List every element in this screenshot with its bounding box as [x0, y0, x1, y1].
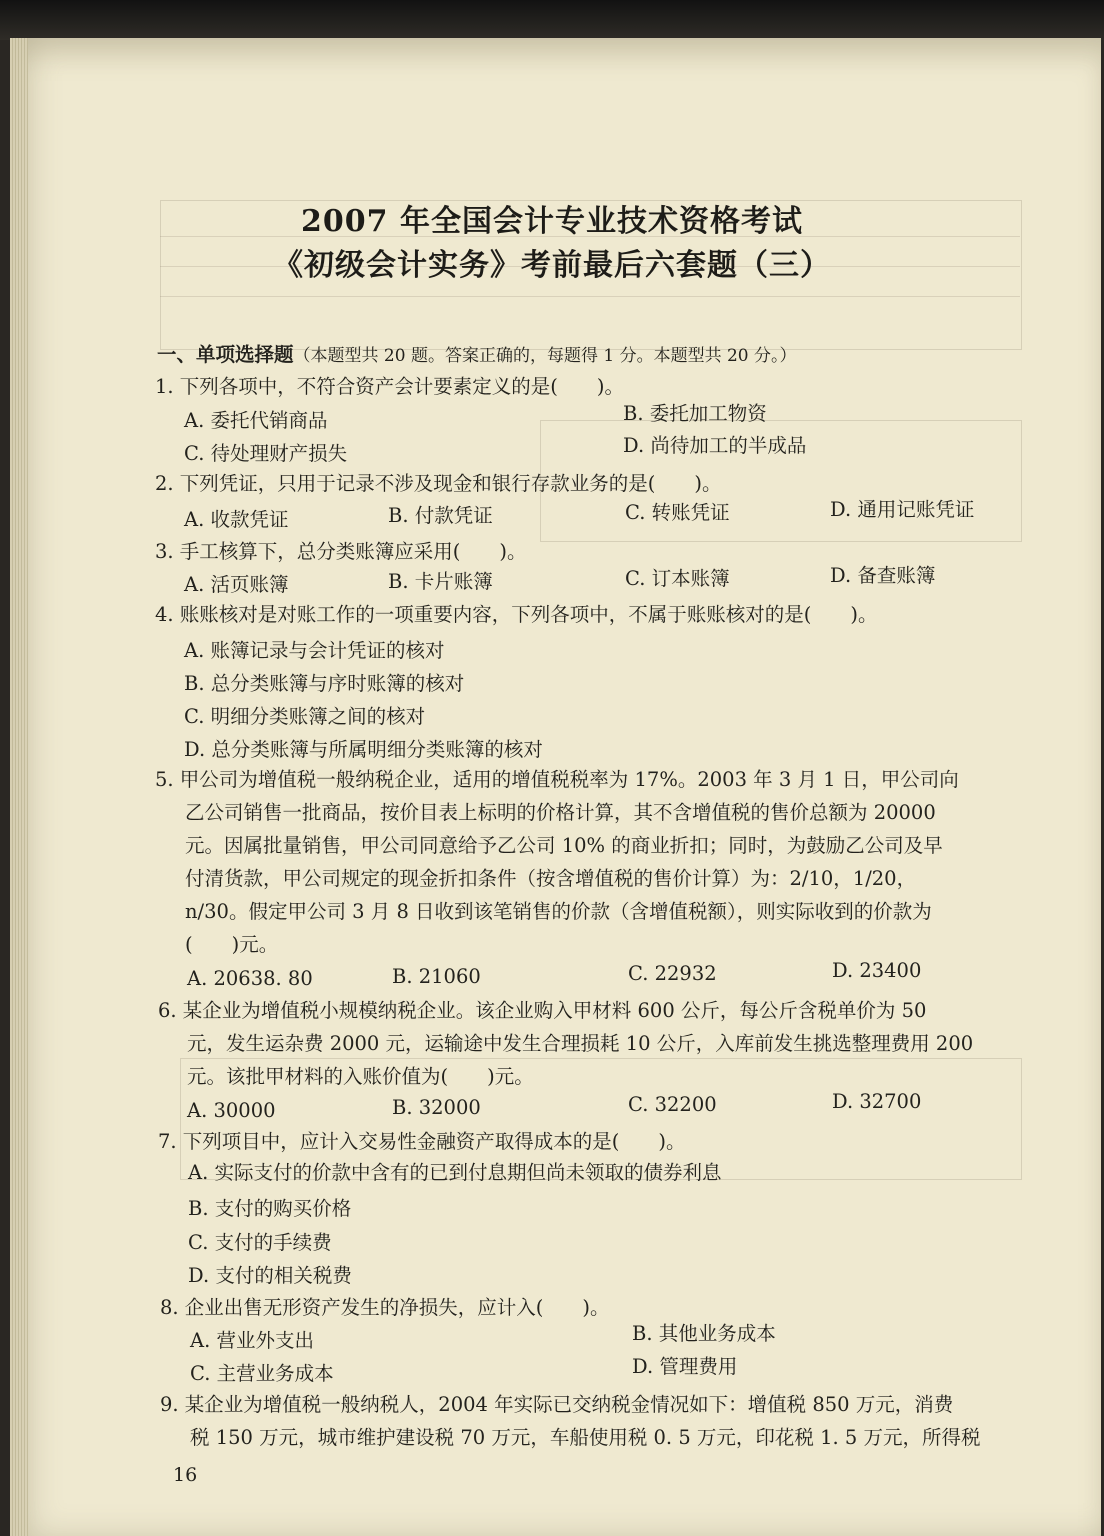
q5-option-c: C. 22932 — [628, 962, 717, 985]
q3-option-b: B. 卡片账簿 — [388, 570, 493, 593]
q2-option-c: C. 转账凭证 — [625, 501, 730, 524]
q4-option-a: A. 账簿记录与会计凭证的核对 — [184, 639, 445, 662]
q5-option-d: D. 23400 — [832, 959, 922, 982]
question-5-line4: 付清货款，甲公司规定的现金折扣条件（按含增值税的售价计算）为：2/10，1/20， — [185, 867, 917, 890]
q7-option-b: B. 支付的购买价格 — [188, 1197, 352, 1220]
section-note: （本题型共 20 题。答案正确的，每题得 1 分。本题型共 20 分。） — [293, 346, 797, 366]
q2-option-d: D. 通用记账凭证 — [830, 498, 975, 521]
question-5-line3: 元。因属批量销售，甲公司同意给予乙公司 10% 的商业折扣；同时，为鼓励乙公司及早 — [185, 834, 943, 857]
q8-option-d: D. 管理费用 — [632, 1355, 738, 1378]
question-2-stem: 2. 下列凭证，只用于记录不涉及现金和银行存款业务的是( )。 — [155, 472, 722, 495]
q8-option-c: C. 主营业务成本 — [190, 1362, 334, 1385]
question-6-line3: 元。该批甲材料的入账价值为( )元。 — [187, 1065, 534, 1088]
question-6-line1: 6. 某企业为增值税小规模纳税企业。该企业购入甲材料 600 公斤，每公斤含税单价为 50 — [158, 999, 927, 1022]
q3-option-a: A. 活页账簿 — [184, 573, 289, 596]
page-title-line2: 《初级会计实务》考前最后六套题（三） — [273, 248, 831, 283]
question-5-line2: 乙公司销售一批商品，按价目表上标明的价格计算，其不含增值税的售价总额为 20000 — [185, 801, 936, 824]
q7-option-d: D. 支付的相关税费 — [188, 1264, 352, 1287]
scan-border — [0, 0, 1104, 40]
q7-option-a: A. 实际支付的价款中含有的已到付息期但尚未领取的债券利息 — [188, 1161, 722, 1184]
q6-option-d: D. 32700 — [832, 1090, 922, 1113]
question-8-stem: 8. 企业出售无形资产发生的净损失，应计入( )。 — [160, 1296, 610, 1319]
q5-option-b: B. 21060 — [392, 965, 481, 988]
section-heading-row — [157, 342, 797, 369]
q5-option-a: A. 20638. 80 — [187, 967, 313, 990]
q4-option-c: C. 明细分类账簿之间的核对 — [184, 705, 426, 728]
q3-option-d: D. 备查账簿 — [830, 564, 936, 587]
q6-option-a: A. 30000 — [187, 1099, 276, 1122]
q1-option-a: A. 委托代销商品 — [184, 409, 328, 432]
question-4-stem: 4. 账账核对是对账工作的一项重要内容，下列各项中，不属于账账核对的是( )。 — [155, 603, 878, 626]
q8-option-b: B. 其他业务成本 — [632, 1322, 776, 1345]
question-7-stem: 7. 下列项目中，应计入交易性金融资产取得成本的是( )。 — [158, 1130, 686, 1153]
q1-option-b: B. 委托加工物资 — [623, 402, 767, 425]
q3-option-c: C. 订本账簿 — [625, 567, 730, 590]
q1-option-d: D. 尚待加工的半成品 — [623, 434, 807, 457]
question-5-line6: ( )元。 — [185, 933, 279, 956]
question-9-line2: 税 150 万元，城市维护建设税 70 万元，车船使用税 0. 5 万元，印花税 1. 5 万元，所得税 — [190, 1426, 981, 1449]
q4-option-d: D. 总分类账簿与所属明细分类账簿的核对 — [184, 738, 543, 761]
page-title-line1: 2007 年全国会计专业技术资格考试 — [301, 204, 803, 239]
section-heading: 一、单项选择题 — [157, 343, 294, 366]
q4-option-b: B. 总分类账簿与序时账簿的核对 — [184, 672, 465, 695]
q1-option-c: C. 待处理财产损失 — [184, 442, 348, 465]
question-3-stem: 3. 手工核算下，总分类账簿应采用( )。 — [155, 540, 527, 563]
q7-option-c: C. 支付的手续费 — [188, 1231, 332, 1254]
question-5-line1: 5. 甲公司为增值税一般纳税企业，适用的增值税税率为 17%。2003 年 3 月 1 日，甲公司向 — [155, 768, 959, 791]
question-6-line2: 元，发生运杂费 2000 元，运输途中发生合理损耗 10 公斤，入库前发生挑选整理费用 200 — [187, 1032, 974, 1055]
q6-option-b: B. 32000 — [392, 1096, 481, 1119]
q2-option-b: B. 付款凭证 — [388, 504, 493, 527]
page-number: 16 — [173, 1464, 198, 1486]
question-5-line5: n/30。假定甲公司 3 月 8 日收到该笔销售的价款（含增值税额），则实际收到的价款为 — [185, 900, 932, 923]
q8-option-a: A. 营业外支出 — [190, 1329, 314, 1352]
q6-option-c: C. 32200 — [628, 1093, 717, 1116]
q2-option-a: A. 收款凭证 — [184, 508, 289, 531]
question-1-stem: 1. 下列各项中，不符合资产会计要素定义的是( )。 — [155, 375, 625, 398]
question-9-line1: 9. 某企业为增值税一般纳税人，2004 年实际已交纳税金情况如下：增值税 850 万元，消费 — [160, 1393, 954, 1416]
